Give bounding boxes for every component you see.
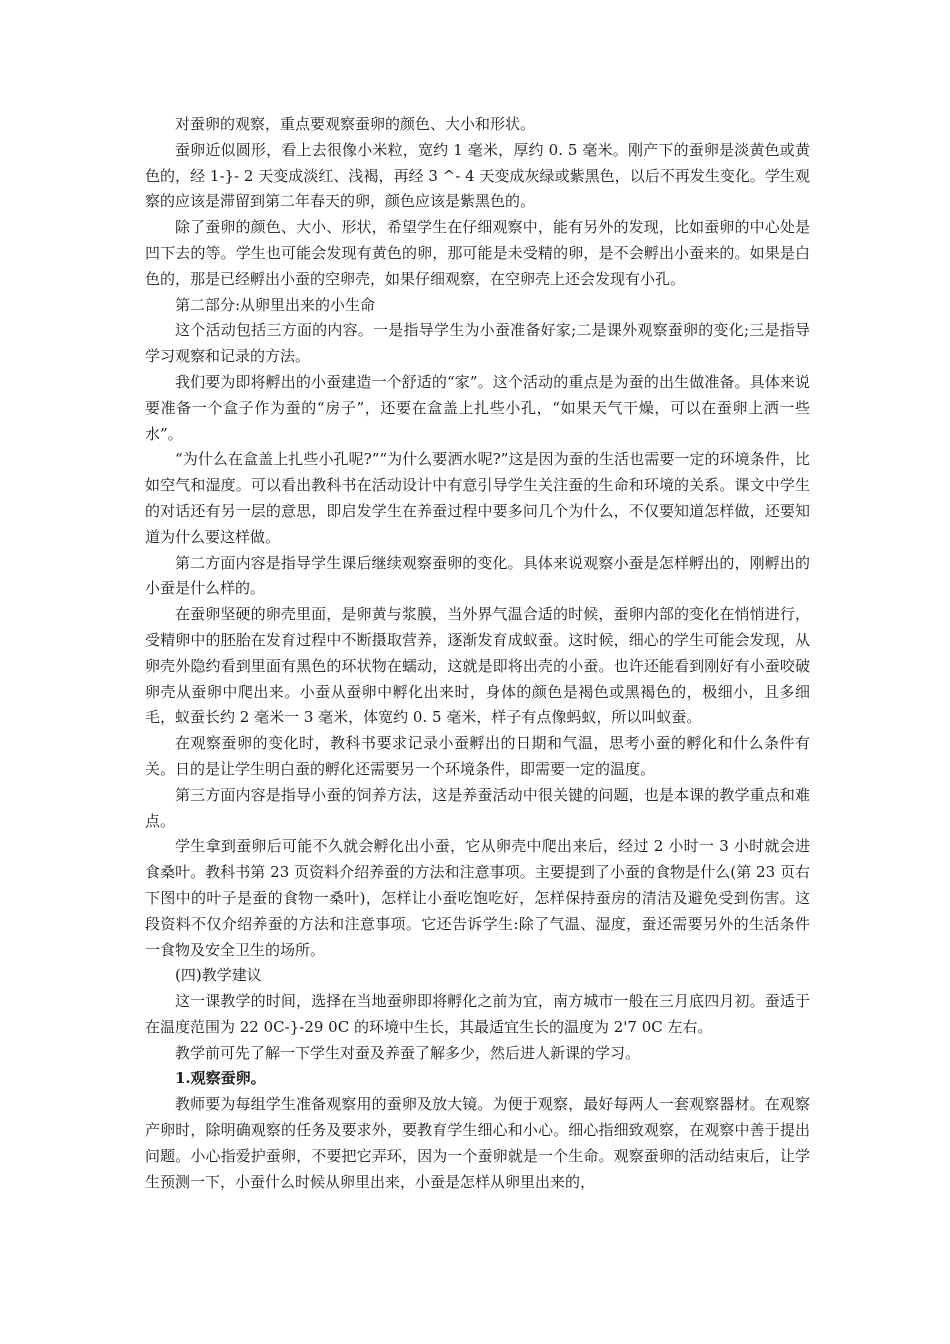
paragraph-record-temperature: 在观察蚕卵的变化时，教科书要求记录小蚕孵出的日期和气温，思考小蚕的孵化和什么条件有关。日的是让学生明白蚕的孵化还需要另一个环境条件，即需要一定的温度。 bbox=[145, 734, 810, 778]
paragraph-feeding: 学生拿到蚕卵后可能不久就会孵化出小蚕，它从卵壳中爬出来后，经过 2 小时一 3 小时就会进食桑叶。教科书第 23 页资料介绍养蚕的方法和注意事项。主要提到了小蚕的食物是什么(第 23 页右下图中的叶子是蚕的食物一桑叶)，怎样让小蚕吃饱吃好，怎样保持蚕房的清洁及避免受到伤害。这段资料不仅介绍养蚕的方法和注意事项。它还告诉学生:除了气温、湿度，蚕还需要另外的生活条件一食物及安全卫生的场所。 bbox=[145, 837, 810, 959]
paragraph-why-questions: “为什么在盒盖上扎些小孔呢?”“为什么要洒水呢?”这是因为蚕的生活也需要一定的环境条件，比如空气和湿度。可以看出教科书在活动设计中有意引导学生关注蚕的生命和环境的关系。课文中学生的对话还有另一层的意思，即启发学生在养蚕过程中要多问几个为什么，不仅要知道怎样做，还要知道为什么要这样做。 bbox=[145, 450, 810, 546]
paragraph-before-class: 教学前可先了解一下学生对蚕及养蚕了解多少，然后进人新课的学习。 bbox=[175, 1043, 641, 1062]
paragraph-observe-intro: 对蚕卵的观察，重点要观察蚕卵的颜色、大小和形状。 bbox=[175, 115, 536, 133]
paragraph-teacher-prep: 教师要为每组学生准备观察用的蚕卵及放大镜。为便于观察，最好每两人一套观察器材。在观察产卵时，除明确观察的任务及要求外，要教育学生细心和小心。细心指细致观察，在观察中善于提出问题。小心指爱护蚕卵，不要把它弄环，因为一个蚕卵就是一个生命。观察蚕卵的活动结束后，让学生预测一下，小蚕什么时候从卵里出来，小蚕是怎样从卵里出来的， bbox=[145, 1095, 810, 1191]
paragraph-egg-description: 蚕卵近似圆形，看上去很像小米粒，宽约 1 毫米，厚约 0. 5 毫米。刚产下的蚕卵是淡黄色或黄色的，经 1-}- 2 天变成淡红、浅褐，再经 3 ^- 4 天变成灰绿或紫黑色，以后不再发生变化。学生观察的应该是滞留到第二年春天的卵，颜色应该是紫黑色的。 bbox=[145, 140, 810, 211]
paragraph-second-aspect: 第二方面内容是指导学生课后继续观察蚕卵的变化。具体来说观察小蚕是怎样孵出的，刚孵出的小蚕是什么样的。 bbox=[145, 553, 810, 598]
paragraph-timing: 这一课教学的时间，选择在当地蚕卵即将孵化之前为宜，南方城市一般在三月底四月初。蚕适于在温度范围为 22 0C-}-29 0C 的环境中生长，其最适宜生长的温度为 2'7 0C 左右。 bbox=[145, 992, 810, 1036]
paragraph-activity-contents: 这个活动包括三方面的内容。一是指导学生为小蚕准备好家;二是课外观察蚕卵的变化;三是指导学习观察和记录的方法。 bbox=[145, 321, 810, 366]
document-body bbox=[145, 112, 810, 1195]
subheading-observe-eggs: 1.观察蚕卵。 bbox=[175, 1069, 266, 1088]
paragraph-other-findings: 除了蚕卵的颜色、大小、形状，希望学生在仔细观察中，能有另外的发现，比如蚕卵的中心处是凹下去的等。学生也可能会发现有黄色的卵，那可能是未受精的卵，是不会孵出小蚕来的。如果是白色的，那是已经孵出小蚕的空卵壳，如果仔细观察，在空卵壳上还会发现有小孔。 bbox=[145, 218, 810, 288]
paragraph-silkworm-home: 我们要为即将孵出的小蚕建造一个舒适的“家”。这个活动的重点是为蚕的出生做准备。具体来说要准备一个盒子作为蚕的“房子”，还要在盒盖上扎些小孔，“如果天气干燥，可以在蚕卵上洒一些水”。 bbox=[145, 372, 810, 443]
section-heading-teaching-suggestions: (四)教学建议 bbox=[175, 966, 262, 985]
section-heading-part-two: 第二部分:从卵里出来的小生命 bbox=[175, 295, 376, 314]
paragraph-hatching-process: 在蚕卵坚硬的卵壳里面，是卵黄与浆膜，当外界气温合适的时候，蚕卵内部的变化在悄悄进行，受精卵中的胚胎在发育过程中不断摄取营养，逐渐发育成蚁蚕。这时候，细心的学生可能会发现，从卵壳外隐约看到里面有黑色的环状物在蠕动，这就是即将出壳的小蚕。也许还能看到刚好有小蚕咬破卵壳从蚕卵中爬出来。小蚕从蚕卵中孵化出来时，身体的颜色是褐色或黑褐色的，极细小，且多细毛，蚁蚕长约 2 毫米一 3 毫米，体宽约 0. 5 毫米，样子有点像蚂蚁，所以叫蚁蚕。 bbox=[145, 605, 810, 727]
paragraph-third-aspect: 第三方面内容是指导小蚕的饲养方法，这是养蚕活动中很关键的问题，也是本课的教学重点和难点。 bbox=[145, 785, 810, 830]
